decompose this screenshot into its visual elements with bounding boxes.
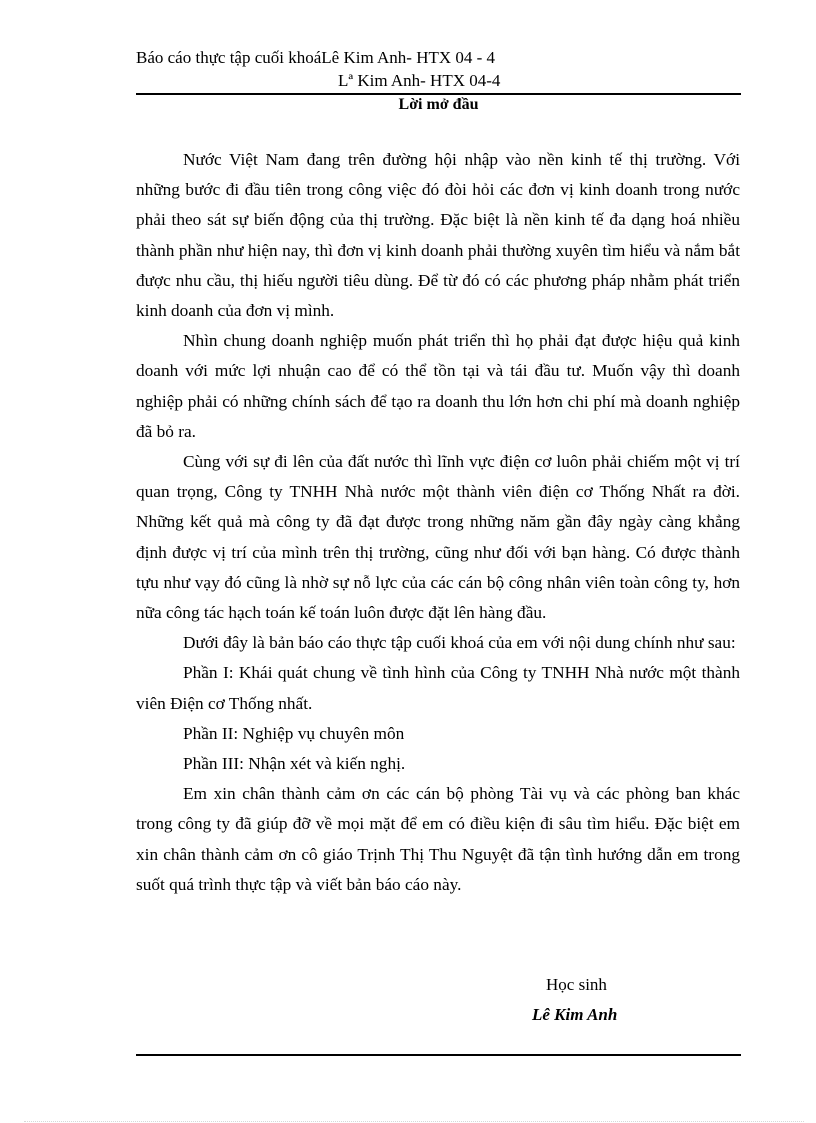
signature-block	[520, 970, 660, 1030]
paragraph: Em xin chân thành cảm ơn các cán bộ phòng Tài vụ và các phòng ban khác trong công ty đã giúp đỡ về mọi mặt để em có điều kiện đi sâu tìm hiểu. Đặc biệt em xin chân thành cảm ơn cô giáo Trịnh Thị Thu Nguyệt đã tận tình hướng dẫn em trong suốt quá trình thực tập và viết bản báo cáo này.	[136, 784, 740, 894]
signature-role: Học sinh	[546, 975, 607, 994]
paragraph: Phần I: Khái quát chung về tình hình của Công ty TNHH Nhà nước một thành viên Điện cơ Thống nhất.	[136, 663, 740, 713]
page-title: Lời mở đầu	[398, 96, 479, 113]
paragraph: Nhìn chung doanh nghiệp muốn phát triển thì họ phải đạt được hiệu quả kinh doanh với mức lợi nhuận cao để có thể tồn tại và tái đầu tư. Muốn vậy thì doanh nghiệp phải có những chính sách để tạo ra doanh thu lớn hơn chi phí mà doanh nghiệp đã bỏ ra.	[136, 331, 740, 441]
paragraph: Phần II: Nghiệp vụ chuyên môn	[183, 723, 405, 743]
document-body	[136, 145, 740, 900]
paragraph: Cùng với sự đi lên của đất nước thì lĩnh vực điện cơ luôn phải chiếm một vị trí quan trọng, Công ty TNHH Nhà nước một thành viên điện cơ Thống Nhất ra đời. Những kết quả mà công ty đã đạt được trong những năm gần đây ngày càng khẳng định được vị trí của mình trên thị trường, cũng như đối với bạn hàng. Có được thành tựu như vạy đó cũng là nhờ sự nỗ lực của các cán bộ công nhân viên toàn công ty, hơn nữa công tác hạch toán kế toán luôn được đặt lên hàng đầu.	[136, 452, 740, 623]
paragraph: Nước Việt Nam đang trên đường hội nhập vào nền kinh tế thị trường. Với những bước đi đầu tiên trong công việc đó đòi hỏi các đơn vị kinh doanh trong nước phải theo sát sự biến động của thị trường. Đặc biệt là nền kinh tế đa dạng hoá nhiều thành phần như hiện nay, thì đơn vị kinh doanh phải thường xuyên tìm hiểu và nắm bắt được nhu cầu, thị hiếu người tiêu dùng. Để từ đó có các phương pháp nhằm phát triển kinh doanh của đơn vị mình.	[136, 150, 740, 321]
paragraph: Dưới đây là bản báo cáo thực tập cuối khoá của em với nội dung chính như sau:	[183, 633, 736, 653]
page-edge-divider	[24, 1121, 804, 1122]
footer-rule	[136, 1054, 741, 1056]
running-header: Báo cáo thực tập cuối khoáLê Kim Anh- HTX 04 - 4	[136, 48, 496, 67]
signature-name: Lê Kim Anh	[532, 1005, 618, 1024]
paragraph: Phần III: Nhận xét và kiến nghị.	[183, 754, 406, 774]
running-header-author: Lª Kim Anh- HTX 04-4	[338, 71, 501, 90]
header-rule	[136, 93, 741, 95]
